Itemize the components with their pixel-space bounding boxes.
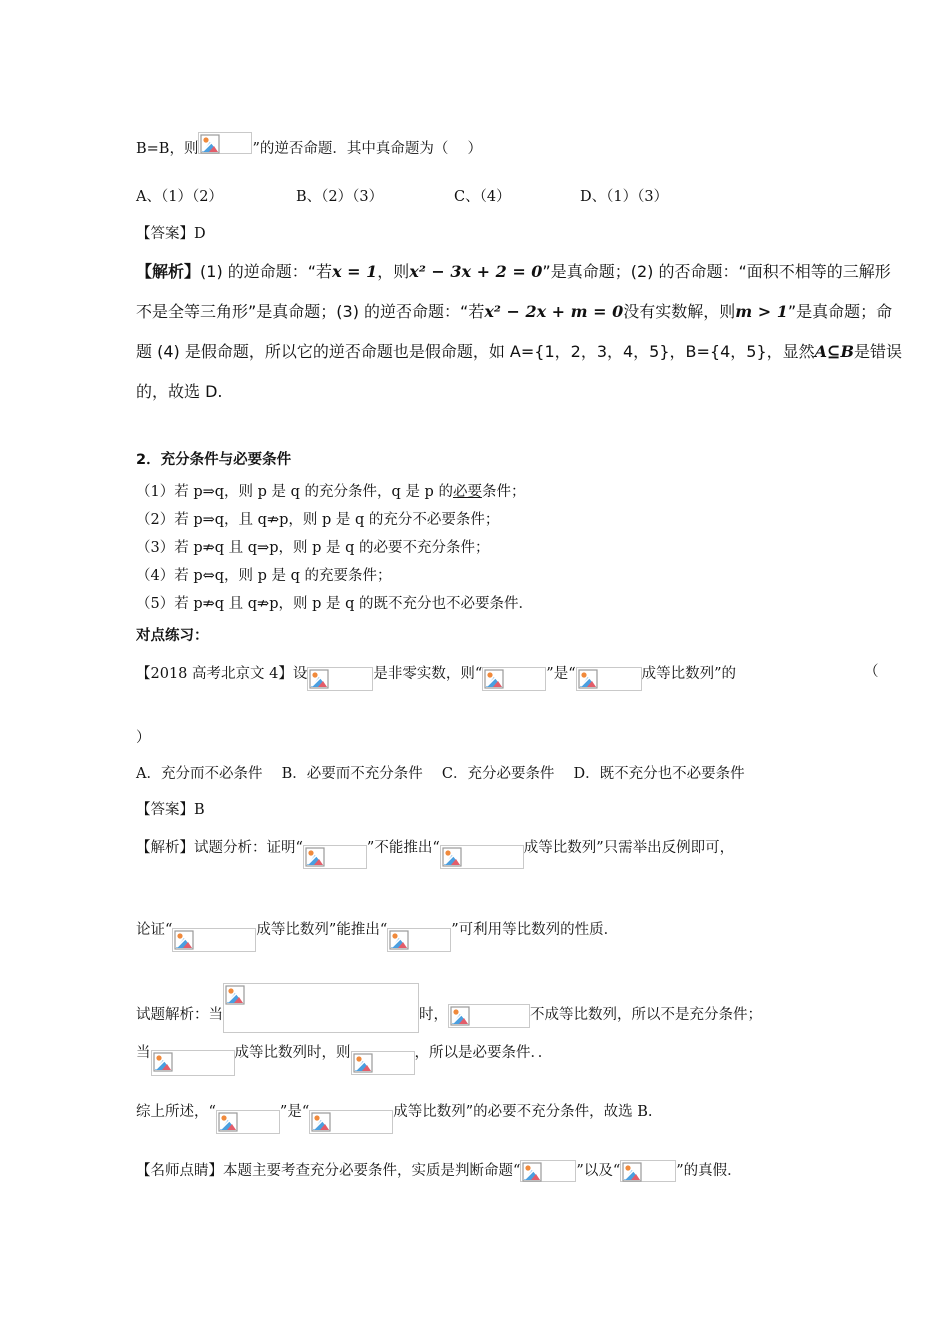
formula-image: [482, 667, 546, 691]
formula-image: [307, 667, 373, 691]
condition-text: （1）若 p⇒q，则 p 是 q 的充分条件，q 是 p 的: [136, 484, 453, 500]
condition-item-4: （4）若 p⇔q，则 p 是 q 的充要条件；: [136, 568, 392, 584]
analysis-text: ，则: [377, 262, 410, 281]
analysis-text: 当: [136, 1045, 151, 1061]
analysis-2-line-2: [136, 918, 618, 942]
math-expr: m > 1: [735, 302, 788, 321]
formula-image: [351, 1051, 415, 1075]
formula-image: [309, 1110, 393, 1134]
formula-image: [216, 1110, 280, 1134]
analysis-label: 【解析】: [136, 262, 201, 281]
analysis-1-line-2: [136, 302, 892, 322]
proposition-line: [136, 138, 482, 160]
analysis-text: 综上所述，“: [136, 1104, 216, 1120]
answer-paren-open: （: [864, 664, 879, 680]
formula-image: [198, 132, 252, 154]
analysis-text: ”是真命题；(2) 的否命题：“面积不相等的三解形: [542, 262, 891, 281]
math-expr: x² − 3x + 2 = 0: [409, 262, 543, 281]
analysis-text: 题 (4) 是假命题，所以它的逆否命题也是假命题，如 A={1，2，3，4，5}，B={4，5}，显然: [136, 342, 815, 361]
practice-title: 对点练习：: [136, 628, 209, 644]
teacher-note-line: [136, 1160, 742, 1182]
analysis-text: 成等比数列”只需举出反例即可，: [523, 840, 735, 856]
math-expr: A⊆B: [814, 342, 854, 361]
analysis-2-line-5: [136, 1100, 653, 1124]
formula-image: [223, 983, 419, 1033]
answer-1: 【答案】D: [136, 226, 206, 242]
analysis-text: 成等比数列”的必要不充分条件，故选 B.: [393, 1104, 653, 1120]
option-c: C、（4）: [454, 189, 511, 205]
answer-2: 【答案】B: [136, 802, 205, 818]
option-d: D、（1）（3）: [580, 189, 669, 205]
condition-text: 条件；: [481, 484, 526, 500]
formula-image: [172, 928, 256, 952]
question-text: 成等比数列”的: [641, 666, 737, 682]
condition-item-3: （3）若 p⇏q 且 q⇒p，则 p 是 q 的必要不充分条件；: [136, 540, 490, 556]
analysis-text: ”可利用等比数列的性质．: [451, 922, 619, 938]
analysis-text: 成等比数列”能推出“: [256, 922, 388, 938]
analysis-text: 不是全等三角形”是真命题；(3) 的逆否命题：“若: [136, 302, 485, 321]
analysis-text: (1) 的逆命题：“若: [200, 262, 333, 281]
section-title: 2．充分条件与必要条件: [136, 452, 292, 468]
analysis-text: ”的真假．: [676, 1163, 742, 1179]
answer-paren-close: ）: [136, 730, 151, 746]
formula-image: [448, 1004, 530, 1028]
analysis-text: 【解析】试题分析：证明“: [136, 840, 303, 856]
question-line: [136, 662, 736, 686]
analysis-text: ”是“: [279, 1104, 310, 1120]
analysis-text: 不成等比数列，所以不是充分条件；: [530, 1007, 762, 1023]
analysis-text: ”以及“: [576, 1163, 621, 1179]
analysis-2-line-3: [136, 990, 762, 1040]
formula-image: [620, 1160, 676, 1182]
formula-image: [303, 845, 367, 869]
condition-item-1: [136, 482, 525, 502]
option-b: B、（2）（3）: [296, 189, 384, 205]
analysis-2-line-4: [136, 1040, 552, 1066]
analysis-1-line-3: [136, 342, 902, 362]
formula-image: [387, 928, 451, 952]
proposition-prefix: B=B，则: [136, 141, 199, 157]
question-text: ”是“: [546, 666, 576, 682]
question-options: A．充分而不必条件 B．必要而不充分条件 C．充分必要条件 D．既不充分也不必要条件: [136, 766, 745, 782]
condition-item-2: （2）若 p⇒q，且 q⇏p，则 p 是 q 的充分不必要条件；: [136, 512, 500, 528]
math-expr: x² − 2x + m = 0: [484, 302, 624, 321]
math-expr: x = 1: [332, 262, 378, 281]
analysis-1-line-1: [136, 262, 891, 282]
analysis-text: 时，: [419, 1007, 448, 1023]
analysis-text: 论证“: [136, 922, 173, 938]
question-text: 是非零实数，则“: [373, 666, 483, 682]
analysis-text: ，所以是必要条件．．: [414, 1045, 553, 1061]
question-text: 【2018 高考北京文 4】设: [136, 666, 308, 682]
proposition-suffix: ”的逆否命题．其中真命题为（ ）: [252, 141, 482, 157]
analysis-text: 没有实数解，则: [623, 302, 736, 321]
analysis-text: ”不能推出“: [366, 840, 440, 856]
analysis-1-line-4: 的，故选 D.: [136, 382, 223, 401]
formula-image: [576, 667, 642, 691]
analysis-text: 【名师点睛】本题主要考查充分必要条件，实质是判断命题“: [136, 1163, 521, 1179]
formula-image: [520, 1160, 576, 1182]
analysis-text: 试题解析：当: [136, 1007, 223, 1023]
option-a: A、（1）（2）: [136, 189, 223, 205]
underlined-term: 必要: [452, 484, 482, 500]
formula-image: [151, 1050, 235, 1076]
analysis-text: 成等比数列时，则: [234, 1045, 351, 1061]
formula-image: [440, 845, 524, 869]
condition-item-5: （5）若 p⇏q 且 q⇏p，则 p 是 q 的既不充分也不必要条件．: [136, 596, 533, 612]
analysis-text: 是错误: [853, 342, 902, 361]
analysis-text: ”是真命题；命: [787, 302, 893, 321]
analysis-2-line-1: [136, 836, 734, 860]
